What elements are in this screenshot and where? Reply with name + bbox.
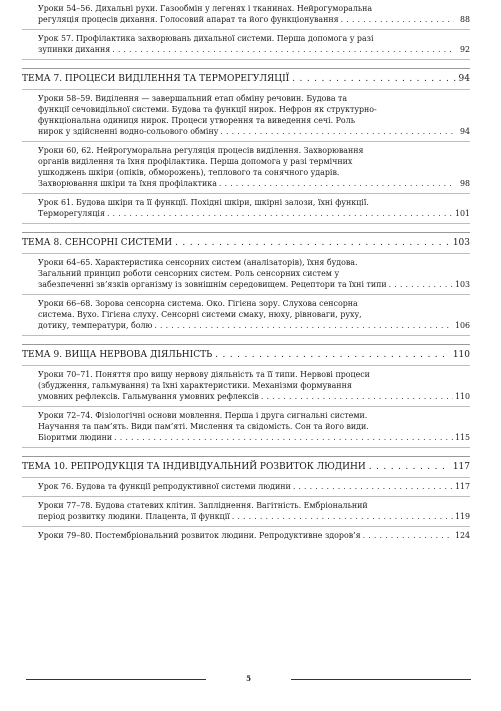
entry-page-number: 117	[454, 482, 470, 491]
entry-text: Загальний принцип роботи сенсорних систем. Роль сенсорних систем у	[38, 269, 340, 278]
toc-entry[interactable]	[22, 194, 470, 224]
toc-entry[interactable]	[22, 295, 470, 336]
entry-text: Урок 76. Будова та функції репродуктивної системи людини	[38, 482, 291, 491]
toc-group	[22, 456, 470, 545]
topic-page-number: 117	[452, 462, 470, 472]
entry-text: система. Вухо. Гігієна слуху. Сенсорні системи смаку, нюху, рівноваги, руху,	[38, 310, 362, 319]
topic-heading[interactable]	[22, 233, 470, 254]
dot-leader	[175, 237, 450, 249]
topic-page-number: 94	[458, 74, 470, 84]
toc-entry[interactable]	[22, 30, 470, 60]
dot-leader	[112, 44, 454, 55]
toc-group	[22, 232, 470, 336]
entry-page-number: 101	[454, 209, 470, 218]
toc-entry[interactable]	[22, 497, 470, 527]
topic-title: ТЕМА 8. СЕНСОРНІ СИСТЕМИ	[22, 238, 173, 248]
toc-group	[22, 68, 470, 224]
page-number: 5	[246, 674, 251, 683]
entry-page-number: 124	[454, 531, 470, 540]
entry-text: (збудження, гальмування) та їхні характеристики. Механізми формування	[38, 381, 352, 390]
entry-text: Уроки 64–65. Характеристика сенсорних систем (аналізаторів), їхня будова.	[38, 258, 358, 267]
entry-text: дотику, температури, болю	[38, 321, 153, 330]
toc-entry[interactable]	[22, 366, 470, 407]
toc-entry[interactable]	[22, 478, 470, 497]
entry-text: регуляція процесів дихання. Голосовий апарат та його функціонування	[38, 15, 339, 24]
topic-heading[interactable]	[22, 457, 470, 478]
dot-leader	[389, 279, 453, 290]
dot-leader	[215, 349, 450, 361]
entry-page-number: 119	[454, 512, 470, 521]
entry-text: Уроки 66–68. Зорова сенсорна система. Око. Гігієна зору. Слухова сенсорна	[38, 299, 358, 308]
entry-text: Урок 57. Профілактика захворювань дихальної системи. Перша допомога у разі	[38, 34, 374, 43]
entry-page-number: 115	[454, 433, 470, 442]
topic-heading[interactable]	[22, 345, 470, 366]
dot-leader	[219, 178, 454, 189]
entry-page-number: 103	[454, 280, 470, 289]
entry-text: функціональна одиниця нирок. Процеси утворення та виведення сечі. Роль	[38, 116, 355, 125]
toc-group	[22, 0, 470, 60]
toc-entry[interactable]	[22, 90, 470, 142]
dot-leader	[114, 432, 453, 443]
dot-leader	[220, 126, 454, 137]
topic-title: ТЕМА 7. ПРОЦЕСИ ВИДІЛЕННЯ ТА ТЕРМОРЕГУЛЯЦІЇ	[22, 74, 290, 84]
entry-text: Біоритми людини	[38, 433, 113, 442]
entry-text: ушкоджень шкіри (опіків, обморожень), теплового та сонячного ударів.	[38, 168, 340, 177]
topic-title: ТЕМА 9. ВИЩА НЕРВОВА ДІЯЛЬНІСТЬ	[22, 350, 213, 360]
entry-text: зупинки дихання	[38, 45, 111, 54]
entry-text: Уроки 79–80. Постембріональний розвиток людини. Репродуктивне здоров’я	[38, 531, 361, 540]
entry-text: умовних рефлексів. Гальмування умовних рефлексів	[38, 392, 259, 401]
entry-text: Уроки 60, 62. Нейрогуморальна регуляція процесів виділення. Захворювання	[38, 146, 364, 155]
dot-leader	[232, 511, 453, 522]
entry-text: Уроки 72–74. Фізіологічні основи мовлення. Перша і друга сигнальні системи.	[38, 411, 368, 420]
entry-page-number: 92	[459, 45, 470, 54]
dot-leader	[363, 530, 453, 541]
entry-text: функції сечовидільної системи. Будова та функції нирок. Нефрон як структурно-	[38, 105, 377, 114]
toc-entry[interactable]	[22, 407, 470, 448]
entry-text: Захворювання шкіри та їхня профілактика	[38, 179, 217, 188]
entry-page-number: 106	[454, 321, 470, 330]
dot-leader	[154, 320, 453, 331]
entry-text: Научання та пам’ять. Види пам’яті. Мислення та свідомість. Сон та його види.	[38, 422, 369, 431]
toc-entry[interactable]	[22, 254, 470, 295]
toc-entry[interactable]	[22, 0, 470, 30]
dot-leader	[107, 208, 453, 219]
topic-title: ТЕМА 10. РЕПРОДУКЦІЯ ТА ІНДИВІДУАЛЬНИЙ РОЗВИТОК ЛЮДИНИ	[22, 462, 366, 472]
footer-rule-right	[291, 679, 471, 680]
entry-text: органів виділення та їхня профілактика. Перша допомога у разі термічних	[38, 157, 353, 166]
dot-leader	[261, 391, 453, 402]
table-of-contents	[22, 0, 470, 545]
topic-page-number: 103	[452, 238, 470, 248]
entry-text: Уроки 58–59. Виділення — завершальний етап обміну речовин. Будова та	[38, 94, 348, 103]
dot-leader	[369, 461, 450, 473]
entry-text: період розвитку людини. Плацента, її функції	[38, 512, 230, 521]
entry-text: Терморегуляція	[38, 209, 105, 218]
topic-heading[interactable]	[22, 69, 470, 90]
toc-entry[interactable]	[22, 527, 470, 545]
entry-page-number: 94	[459, 127, 470, 136]
entry-page-number: 88	[459, 15, 470, 24]
entry-text: забезпеченні зв’язків організму із зовнішнім середовищем. Рецептори та їхні типи	[38, 280, 387, 289]
entry-page-number: 110	[454, 392, 470, 401]
dot-leader	[341, 14, 454, 25]
entry-text: нирок у здійсненні водно-сольового обміну	[38, 127, 219, 136]
entry-text: Урок 61. Будова шкіри та її функції. Похідні шкіри, шкірні залози, їхні функції.	[38, 198, 369, 207]
toc-entry[interactable]	[22, 142, 470, 194]
entry-text: Уроки 77–78. Будова статевих клітин. Запліднення. Вагітність. Ембріональний	[38, 501, 368, 510]
toc-group	[22, 344, 470, 448]
entry-text: Уроки 70–71. Поняття про вищу нервову діяльність та її типи. Нервові процеси	[38, 370, 370, 379]
dot-leader	[293, 481, 453, 492]
page-footer	[26, 673, 471, 685]
dot-leader	[292, 73, 455, 85]
entry-page-number: 98	[459, 179, 470, 188]
topic-page-number: 110	[452, 350, 470, 360]
entry-text: Уроки 54–56. Дихальні рухи. Газообмін у легенях і тканинах. Нейрогуморальна	[38, 4, 373, 13]
